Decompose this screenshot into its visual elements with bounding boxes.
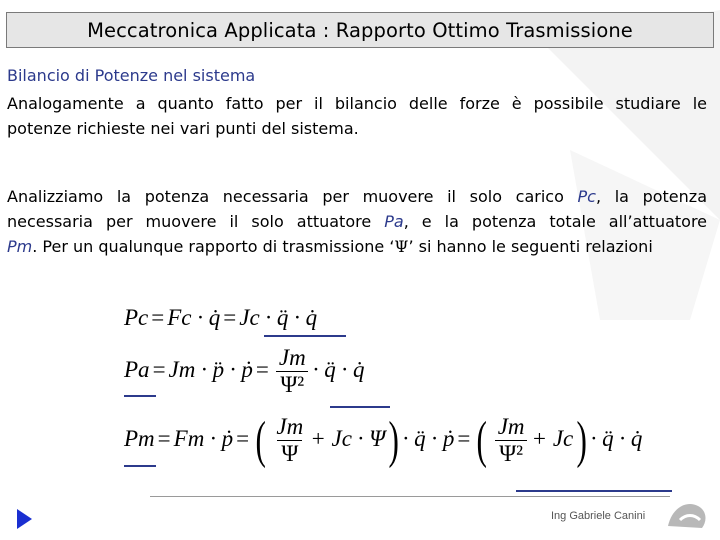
slide-title: Meccatronica Applicata : Rapporto Ottimo Trasmissione	[87, 18, 633, 42]
psi-symbol: Ψ	[394, 237, 409, 256]
eq2-fraction: $\frac{Jm}{\text{Ψ²}}$	[275, 345, 310, 398]
eq3-rhs1: Fm · ṗ	[173, 425, 234, 451]
eq3-term1: + Jc · Ψ	[310, 425, 386, 451]
var-pm: Pm	[7, 237, 33, 256]
equation-pa: Pa = Jm · p̈ · ṗ = $\frac{Jm}{\text{Ψ²}}$ · q̈ · q̇	[124, 345, 365, 397]
analysis-line-1: Analizziamo la potenza necessaria per muovere il solo carico Pc, la potenza	[7, 187, 707, 206]
intro-paragraph	[7, 91, 707, 141]
equation-pm: Pm = Fm · ṗ = ( $\frac{Jm}{\Psi}$ + Jc · Ψ) · q̈ · ṗ = ( $\frac{Jm}{\text{Ψ²}}$ + Jc) · q̈ · q̇	[124, 411, 643, 469]
intro-line-2: potenze richieste nei vari punti del sistema.	[7, 119, 359, 138]
intro-line-1: Analogamente a quanto fatto per il bilancio delle forze è possibile studiare le	[7, 94, 707, 113]
eq3-term2: + Jc	[531, 425, 574, 451]
logo-icon	[662, 486, 712, 536]
footer-divider	[150, 496, 670, 497]
eq2-rhs2: · q̈ · q̇	[312, 356, 365, 382]
section-heading: Bilancio di Potenze nel sistema	[7, 66, 256, 85]
eq2-lhs: Pa	[124, 356, 150, 382]
next-slide-arrow-icon[interactable]	[17, 509, 32, 529]
background-watermark	[360, 0, 720, 320]
eq1-rhs2: Jc · q̈ · q̇	[239, 305, 318, 330]
equation-pc: Pc = Fc · q̇ = Jc · q̈ · q̇	[124, 305, 318, 330]
eq1-lhs: Pc	[124, 305, 149, 330]
eq1-rhs1: Fc · q̇	[167, 305, 221, 330]
footer-author: Ing Gabriele Canini	[551, 510, 646, 522]
eq3-fraction-2: $\frac{Jm}{\text{Ψ²}}$	[494, 414, 529, 467]
analysis-line-3: Pm. Per un qualunque rapporto di trasmissione ‘Ψ’ si hanno le seguenti relazioni	[7, 237, 653, 256]
eq2-lhs-underline	[124, 395, 156, 397]
eq2-rhs1: Jm · p̈ · ṗ	[168, 356, 253, 382]
analysis-line-2: necessaria per muovere il solo attuatore Pa, e la potenza totale all’attuatore	[7, 212, 708, 231]
analysis-paragraph	[7, 184, 707, 259]
eq2-underline	[330, 406, 390, 408]
slide-title-bar	[6, 12, 714, 48]
var-pa: Pa	[384, 212, 404, 231]
eq3-tail: · q̈ · q̇	[590, 425, 643, 451]
eq3-lhs-underline	[124, 465, 156, 467]
var-pc: Pc	[577, 187, 596, 206]
eq1-underline	[264, 335, 346, 337]
eq3-fraction-1: $\frac{Jm}{\Psi}$	[276, 414, 304, 466]
eq3-underline	[516, 490, 672, 492]
eq3-lhs: Pm	[124, 425, 155, 451]
eq3-mid: · q̈ · ṗ	[402, 425, 455, 451]
